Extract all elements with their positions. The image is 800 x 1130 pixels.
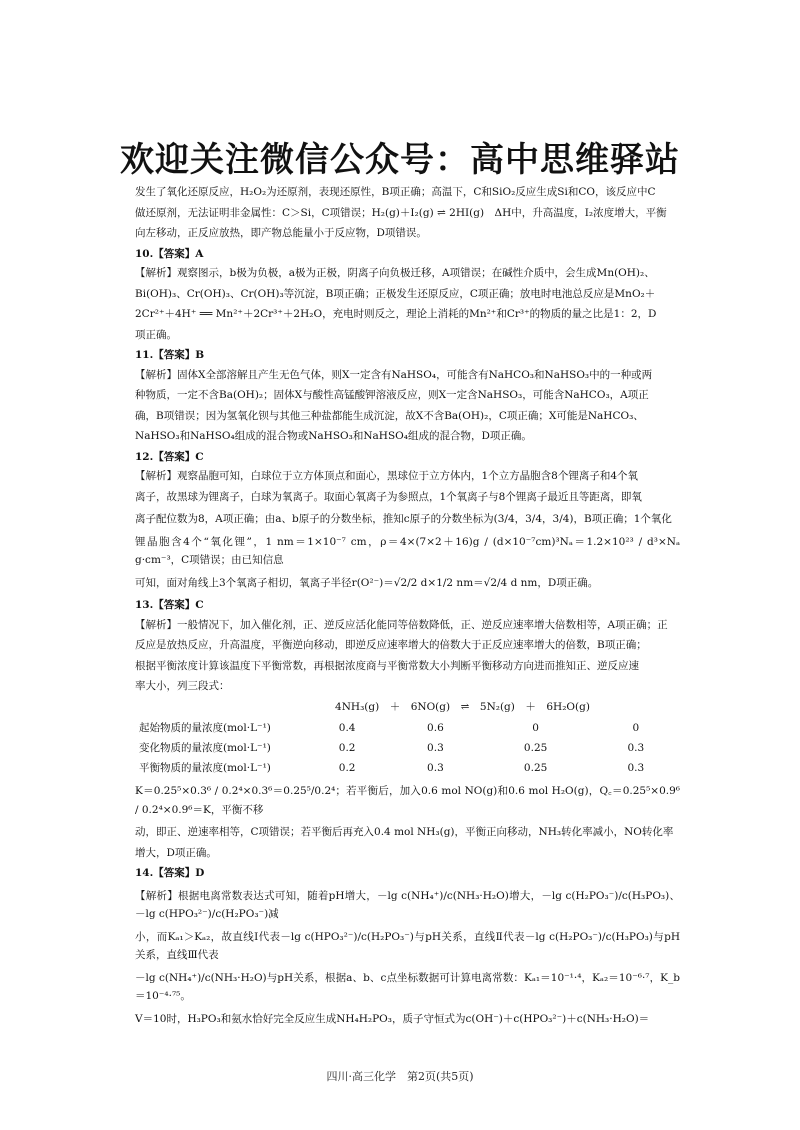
explanation-line: 率大小，列三段式： — [135, 680, 230, 692]
explanation-line: －lg c(NH₄⁺)/c(NH₃·H₂O)与pH关系，根据a、b、c点坐标数据可计算电离常数：Kₐ₁＝10⁻¹·⁴，Kₐ₂＝10⁻⁶·⁷，K_b＝10⁻⁴·⁷⁵。 — [135, 971, 680, 1002]
intro-line: 发生了氧化还原反应，H₂O₂为还原剂，表现还原性，B项正确；高温下，C和SiO₂反应生成Si和CO，该反应中C — [135, 186, 656, 198]
answer-heading: 12.【答案】C — [135, 450, 204, 463]
question-13 — [135, 596, 680, 862]
table-row — [135, 718, 680, 738]
answer-heading: 10.【答案】A — [135, 247, 204, 260]
row-label: 平衡物质的量浓度(mol·L⁻¹) — [139, 761, 271, 774]
explanation-line: 小，而Kₐ₁＞Kₐ₂，故直线Ⅰ代表－lg c(HPO₃²⁻)/c(H₂PO₃⁻)与pH关系，直线Ⅱ代表－lg c(H₂PO₃⁻)/c(H₃PO₃)与pH关系，直线Ⅲ代表 — [135, 930, 680, 961]
question-11 — [135, 346, 680, 446]
explanation-line: 离子配位数为8，A项正确；由a、b原子的分数坐标，推知c原子的分数坐标为(3/4，3/4，3/4)，B项正确；1个氧化 — [135, 513, 672, 525]
explanation-line: 【解析】观察图示，b极为负极，a极为正极，阴离子向负极迁移，A项错误；在碱性介质中，会生成Mn(OH)₂、 — [135, 267, 655, 279]
table-cell: 0.2 — [338, 761, 356, 774]
answer-heading: 14.【答案】D — [135, 867, 205, 879]
table-cell: 0 — [632, 721, 640, 734]
explanation-line: 可知，面对角线上3个氧离子相切，氧离子半径r(O²⁻)＝√2/2 d×1/2 nm＝√2/4 d nm，D项正确。 — [135, 576, 599, 589]
table-cell: 0 — [532, 721, 539, 734]
explanation-line: 根据平衡浓度计算该温度下平衡常数，再根据浓度商与平衡常数大小判断平衡移动方向进而推知正、逆反应速 — [135, 659, 639, 672]
question-14 — [135, 864, 680, 1028]
table-cell: 0.3 — [627, 741, 645, 754]
explanation-line: 动，即正、逆速率相等，C项错误；若平衡后再充入0.4 mol NH₃(g)，平衡正向移动，NH₃转化率减小，NO转化率 — [135, 826, 674, 838]
explanation-line: 锂晶胞含4个“氧化锂”，1 nm＝1×10⁻⁷ cm，ρ＝4×(7×2＋16)g / (d×10⁻⁷cm)³Nₐ＝1.2×10²³ / d³×Nₐ g·cm⁻³，C项错误；由已知信息 — [135, 535, 680, 566]
explanation-line: NaHSO₃和NaHSO₄组成的混合物或NaHSO₃和NaHSO₄组成的混合物，D项正确。 — [135, 430, 532, 442]
three-stage-table — [135, 718, 680, 778]
explanation-line: 增大，D项正确。 — [135, 846, 217, 859]
page-footer: 四川·高三化学 第2页(共5页) — [326, 1070, 474, 1083]
question-12 — [135, 448, 680, 593]
table-cell: 0.3 — [427, 761, 444, 774]
explanation-line: 反应是放热反应，升高温度，平衡逆向移动，即逆反应速率增大的倍数大于正反应速率增大的倍数，B项正确； — [135, 639, 647, 651]
explanation-line: 2Cr²⁺＋4H⁺ ══ Mn²⁺＋2Cr³⁺＋2H₂O，充电时则反之，理论上消耗的Mn²⁺和Cr³⁺的物质的量之比是1：2，D — [135, 308, 657, 320]
explanation-line: 确，B项错误；因为氢氧化钡与其他三种盐都能生成沉淀，故X不含Ba(OH)₂，C项正确；X可能是NaHCO₃、 — [135, 409, 644, 422]
explanation-line: 【解析】观察晶胞可知，白球位于立方体顶点和面心，黑球位于立方体内，1个立方晶胞含8个锂离子和4个氧 — [135, 470, 639, 482]
table-cell: 0.4 — [338, 721, 356, 734]
explanation-line: 项正确。 — [135, 328, 177, 341]
explanation-line: 【解析】一般情况下，加入催化剂，正、逆反应活化能同等倍数降低，正、逆反应速率增大倍数相等，A项正确；正 — [135, 618, 668, 631]
explanation-line: 【解析】根据电离常数表达式可知，随着pH增大，－lg c(NH₄⁺)/c(NH₃·H₂O)增大，－lg c(H₂PO₃⁻)/c(H₃PO₃)、－lg c(HPO₃²⁻)/c(H₂PO₃⁻)减 — [135, 889, 680, 920]
intro-block — [135, 183, 680, 243]
table-cell: 0.6 — [427, 721, 444, 734]
intro-line: 向左移动，正反应放热，即产物总能量小于反应物，D项错误。 — [135, 227, 427, 239]
explanation-line: V＝10时，H₃PO₃和氨水恰好完全反应生成NH₄H₂PO₃，质子守恒式为c(OH⁻)＋c(HPO₃²⁻)＋c(NH₃·H₂O)＝ — [135, 1012, 650, 1025]
explanation-line: 【解析】固体X全部溶解且产生无色气体，则X一定含有NaHSO₄，可能含有NaHCO₃和NaHSO₃中的一种或两 — [135, 368, 653, 381]
table-cell: 0.3 — [627, 761, 645, 774]
wechat-banner-title: 欢迎关注微信公众号：高中思维驿站 — [120, 140, 680, 180]
explanation-line: 种物质，一定不含Ba(OH)₂；固体X与酸性高锰酸钾溶液反应，则X一定含NaHSO₃，可能含NaHCO₃，A项正 — [135, 389, 649, 401]
answer-heading: 11.【答案】B — [135, 349, 205, 361]
row-label: 变化物质的量浓度(mol·L⁻¹) — [139, 741, 271, 754]
intro-line: 做还原剂，无法证明非金属性：C＞Si，C项错误；H₂(g)＋I₂(g) ⇌ 2HI(g) ΔH中，升高温度，I₂浓度增大，平衡 — [135, 206, 667, 219]
table-cell: 0.2 — [338, 741, 356, 754]
table-row — [135, 738, 680, 758]
table-row — [135, 758, 680, 778]
explanation-line: 离子，故黑球为锂离子，白球为氧离子。取面心氧离子为参照点，1个氧离子与8个锂离子最近且等距离，即氧 — [135, 490, 642, 503]
table-cell: 0.25 — [523, 741, 548, 754]
explanation-line: K＝0.25⁵×0.3⁶ / 0.2⁴×0.3⁶＝0.25⁵/0.2⁴；若平衡后，加入0.6 mol NO(g)和0.6 mol H₂O(g)，Q꜀＝0.25⁵×0.9⁶ / 0.2⁴×0.9⁶＝K，平衡不移 — [135, 785, 680, 816]
table-cell: 0.3 — [427, 741, 444, 754]
explanation-line: Bi(OH)₃、Cr(OH)₃、Cr(OH)₃等沉淀，B项正确；正极发生还原反应，C项正确；放电时电池总反应是MnO₂＋ — [135, 287, 656, 300]
table-cell: 0.25 — [523, 761, 548, 774]
reaction-equation: 4NH₃(g) ＋ 6NO(g) ⇌ 5N₂(g) ＋ 6H₂O(g) — [335, 700, 590, 713]
answer-content — [135, 183, 680, 1030]
question-10 — [135, 245, 680, 345]
answer-heading: 13.【答案】C — [135, 599, 204, 611]
row-label: 起始物质的量浓度(mol·L⁻¹) — [139, 721, 271, 734]
